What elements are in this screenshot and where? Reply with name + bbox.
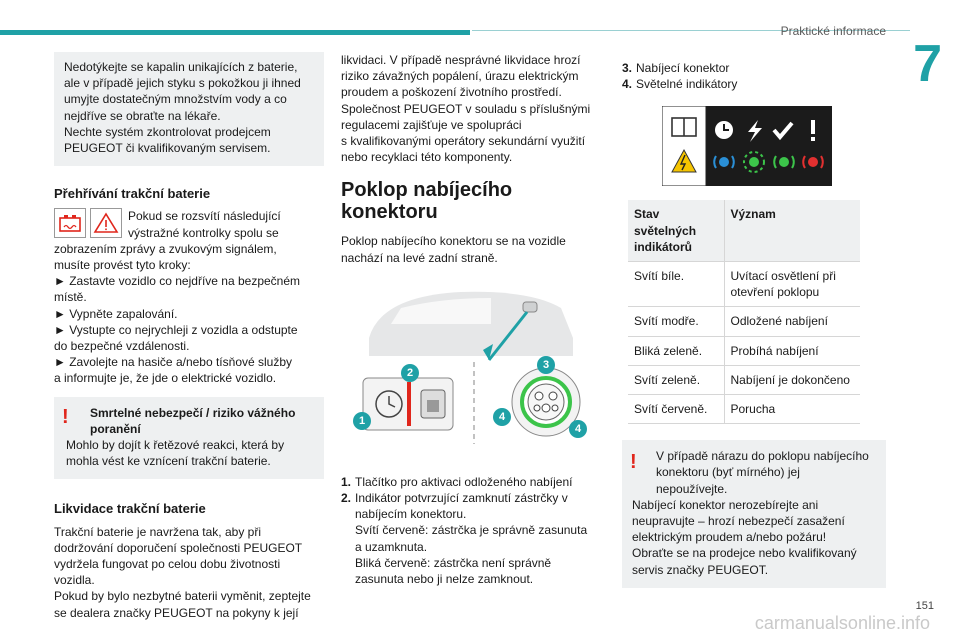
item-number: 4. [622, 77, 633, 92]
heading-line: Poklop nabíjecího [341, 179, 513, 202]
text-line: Indikátor potvrzující zamknutí zástrčky v [355, 491, 568, 506]
table-row [628, 262, 860, 307]
list-item [622, 60, 886, 76]
text-line: nebo recyklaci této komponenty. [341, 150, 513, 165]
text-line: neupravujte – hrozí nebezpečí zasažení [632, 514, 845, 529]
callout-4-left [493, 408, 511, 426]
warning-lamps [54, 208, 122, 238]
text-line: s kvalifikovanými operátory sekundární využití [341, 134, 586, 149]
table-cell: Uvítací osvětlení při otevření poklopu [724, 262, 860, 307]
battery-fluid-warning [54, 52, 324, 166]
overheat-section [54, 208, 324, 386]
table-cell: Svítí modře. [628, 307, 724, 336]
text-line: likvidaci. V případě nesprávné likvidace hrozí [341, 53, 581, 67]
exclamation-icon: ! [62, 405, 69, 428]
table-cell: Bliká zeleně. [628, 336, 724, 365]
clock-icon [715, 121, 733, 139]
text-line: musíte provést tyto kroky: [54, 258, 191, 273]
text-line: riziko závažných popálení, úrazu elektrickým [341, 69, 579, 84]
header-accent-bar [0, 30, 470, 35]
step-line: místě. [54, 290, 87, 305]
text-line: dodržování doporučení společnosti PEUGEOT [54, 540, 303, 555]
text-line: Nabíjecí konektor nerozebírejte ani [632, 497, 819, 512]
item-number: 2. [341, 491, 352, 506]
table-cell: Porucha [724, 395, 860, 424]
flap-heading [341, 179, 603, 223]
section-title: Praktické informace [780, 24, 886, 38]
callout-label: 1 [358, 414, 366, 427]
charging-flap-figure [341, 278, 603, 458]
table-cell: Svítí zeleně. [628, 365, 724, 394]
led-red-icon [803, 156, 823, 168]
page-number: 151 [915, 600, 934, 612]
list-item [341, 474, 603, 490]
table-header-cell: Význam [724, 200, 860, 261]
callout-2 [401, 364, 419, 382]
text-line: umyjte dostatečným množstvím vody a co [64, 92, 287, 107]
text-line: mohla vést ke vznícení trakční baterie. [66, 454, 271, 469]
text-line: PEUGEOT či kvalifikovaným servisem. [64, 141, 271, 156]
item-number: 1. [341, 474, 352, 489]
text-line: výstražné kontrolky spolu se [128, 225, 279, 240]
text-line: Mohlo by dojít k řetězové reakci, která by [66, 438, 285, 453]
step-line: a informujte je, že jde o elektrické vozidlo. [54, 371, 277, 386]
table-row [628, 336, 860, 365]
text-line: Poklop nabíjecího konektoru se na vozidle [341, 234, 566, 249]
text-line: Pokud by bylo nezbytné baterii vyměnit, zeptejte [54, 589, 311, 604]
step-line: ► Vypněte zapalování. [54, 306, 178, 321]
text-line: zasunuta nebo ji nelze zamknout. [355, 572, 534, 587]
connector-damage-warning [622, 440, 886, 588]
item-number: 3. [622, 61, 633, 75]
chapter-number: 7 [913, 35, 942, 93]
callout-label: 4 [574, 422, 582, 435]
danger-warning [54, 397, 324, 480]
callout-label: 4 [498, 410, 506, 423]
indicator-panel-figure [662, 106, 832, 186]
column-2 [341, 52, 603, 587]
list-item [622, 76, 886, 92]
step-line: ► Zavolejte na hasiče a/nebo tísňové služby [54, 355, 293, 370]
text-line: servis značky PEUGEOT. [632, 562, 769, 577]
text-line: nachází na levé zadní straně. [341, 250, 498, 265]
text-line: Nechte systém zkontrolovat prodejcem [64, 124, 271, 139]
callout-4-right [569, 420, 587, 438]
text-line: elektrickým proudem a/nebo požáru! [632, 530, 827, 545]
text-line: regulacemi zajišťuje ve spolupráci [341, 117, 522, 132]
exclamation-icon [811, 120, 815, 141]
list-item [341, 490, 603, 587]
table-cell: Svítí bíle. [628, 262, 724, 307]
table-row [628, 395, 860, 424]
item-text: Světelné indikátory [636, 77, 738, 92]
table-cell: Nabíjení je dokončeno [724, 365, 860, 394]
item-text [355, 490, 587, 587]
text-line: poranění [90, 421, 141, 436]
callout-1 [353, 412, 371, 430]
text-line: Nedotýkejte se kapalin unikajících z baterie, [64, 60, 298, 74]
text-line: Svítí červeně: zástrčka je správně zasunuta [355, 523, 588, 538]
led-green-icon [774, 156, 794, 168]
table-cell: Probíhá nabíjení [724, 336, 860, 365]
led-green-blinking-icon [744, 152, 764, 172]
text-line: nabíjecím konektoru. [355, 507, 467, 522]
warning-triangle-icon [90, 208, 122, 238]
watermark: carmanualsonline.info [754, 613, 930, 633]
led-blue-icon [714, 156, 734, 168]
table-header-row [628, 200, 860, 261]
item-text: Tlačítko pro aktivaci odloženého nabíjení [355, 474, 573, 489]
text-line: Obraťte se na prodejce nebo kvalifikovaný [632, 546, 857, 561]
step-line: do bezpečné vzdálenosti. [54, 339, 190, 354]
column-3 [622, 60, 886, 588]
exclamation-icon: ! [630, 451, 637, 474]
text-line: nejdříve se obraťte na lékaře. [64, 108, 221, 123]
disposal-heading: Likvidace trakční baterie [54, 501, 206, 517]
text-line: Pokud se rozsvítí následující [128, 209, 281, 224]
callout-label: 2 [406, 366, 414, 379]
item-text: Nabíjecí konektor [636, 61, 730, 75]
step-line: ► Vystupte co nejrychleji z vozidla a odstupte [54, 322, 298, 337]
callout-3 [537, 356, 555, 374]
text-line: a uzamknuta. [355, 539, 428, 554]
table-cell: Svítí červeně. [628, 395, 724, 424]
table-row [628, 365, 860, 394]
battery-overheat-icon [54, 208, 86, 238]
table-row [628, 307, 860, 336]
text-line: vozidla. [54, 573, 95, 588]
text-line: proudem a poškození životního prostředí. [341, 85, 562, 100]
text-line: Trakční baterie je navržena tak, aby při [54, 524, 261, 539]
table-header-cell: Stav světelných indikátorů [628, 200, 724, 261]
heading-line: konektoru [341, 201, 438, 224]
car-illustration [341, 278, 603, 458]
column-1 [54, 52, 324, 621]
step-line: ► Zastavte vozidlo co nejdříve na bezpečném [54, 274, 301, 289]
table-cell: Odložené nabíjení [724, 307, 860, 336]
text-line: Bliká červeně: zástrčka není správně [355, 555, 552, 570]
text-line: se dealera značky PEUGEOT na pokyny k její [54, 605, 299, 620]
text-line: zobrazením zprávy a zvukovým signálem, [54, 241, 277, 256]
checkmark-icon [774, 123, 792, 137]
text-line: konektoru (byť mírného) jej nepoužívejte. [656, 465, 800, 496]
text-line: ale v případě jejich styku s pokožkou ji ihned [64, 76, 301, 91]
callout-label: 3 [542, 358, 550, 371]
text-line: vydržela fungovat po celou dobu životnosti [54, 557, 281, 572]
text-line: Smrtelné nebezpečí / riziko vážného [90, 405, 296, 420]
indicator-table [628, 200, 860, 424]
lightning-icon [748, 120, 762, 142]
text-line: Společnost PEUGEOT v souladu s příslušnými [341, 101, 591, 116]
text-line: V případě nárazu do poklopu nabíjecího [656, 449, 869, 464]
overheat-heading: Přehřívání trakční baterie [54, 186, 211, 202]
figure-legend-list [341, 474, 603, 587]
